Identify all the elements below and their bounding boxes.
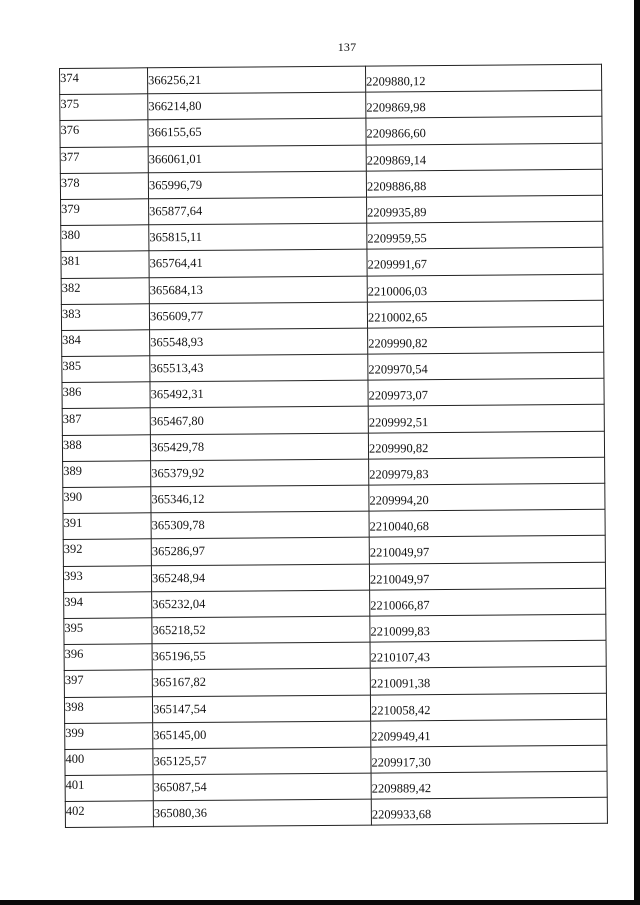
point-number-cell: 388	[62, 431, 150, 458]
point-number-cell: 394	[64, 589, 152, 616]
point-number-cell: 402	[65, 798, 153, 825]
y-coordinate-cell: 2210066,87	[370, 591, 606, 619]
point-number-cell: 380	[61, 222, 149, 249]
point-number-cell: 395	[64, 615, 152, 642]
point-number-cell: 374	[59, 65, 147, 92]
x-coordinate-cell: 366256,21	[148, 66, 366, 94]
point-number-cell: 384	[62, 327, 150, 354]
x-coordinate-cell: 365346,12	[151, 485, 369, 513]
point-number-cell: 396	[64, 641, 152, 668]
point-number-cell: 385	[62, 353, 150, 380]
x-coordinate-cell: 365492,31	[150, 380, 368, 408]
y-coordinate-cell: 2209991,67	[367, 251, 603, 279]
coordinates-table	[59, 64, 608, 829]
x-coordinate-cell: 366214,80	[148, 92, 366, 120]
point-number-cell: 391	[63, 510, 151, 537]
point-number-cell: 378	[60, 170, 148, 197]
x-coordinate-cell: 365196,55	[152, 642, 370, 670]
y-coordinate-cell: 2209992,51	[368, 408, 604, 436]
x-coordinate-cell: 365248,94	[151, 564, 369, 592]
page-number: 137	[337, 40, 357, 54]
point-number-cell: 392	[63, 536, 151, 563]
point-number-cell: 387	[62, 405, 150, 432]
x-coordinate-cell: 365877,64	[149, 197, 367, 225]
x-coordinate-cell: 365080,36	[153, 799, 371, 827]
coordinates-table-body	[60, 64, 608, 828]
y-coordinate-cell: 2209970,54	[368, 355, 604, 383]
x-coordinate-cell: 366061,01	[148, 145, 366, 173]
y-coordinate-cell: 2209949,41	[371, 722, 607, 750]
point-number-cell: 397	[64, 667, 152, 694]
x-coordinate-cell: 365996,79	[148, 171, 366, 199]
y-coordinate-cell: 2209990,82	[368, 434, 604, 462]
x-coordinate-cell: 365609,77	[149, 302, 367, 330]
y-coordinate-cell: 2209869,98	[366, 93, 602, 121]
point-number-cell: 399	[65, 719, 153, 746]
y-coordinate-cell: 2210040,68	[369, 512, 605, 540]
point-number-cell: 381	[61, 248, 149, 275]
y-coordinate-cell: 2209990,82	[368, 329, 604, 357]
x-coordinate-cell: 365379,92	[151, 459, 369, 487]
y-coordinate-cell: 2210099,83	[370, 617, 606, 645]
point-number-cell: 375	[60, 91, 148, 118]
point-number-cell: 383	[61, 300, 149, 327]
point-number-cell: 401	[65, 772, 153, 799]
x-coordinate-cell: 365548,93	[150, 328, 368, 356]
y-coordinate-cell: 2210107,43	[370, 643, 606, 671]
x-coordinate-cell: 365125,57	[153, 747, 371, 775]
x-coordinate-cell: 365167,82	[152, 668, 370, 696]
y-coordinate-cell: 2209889,42	[371, 774, 607, 802]
table-row	[65, 797, 607, 827]
y-coordinate-cell: 2209917,30	[371, 748, 607, 776]
y-coordinate-cell: 2209933,68	[371, 800, 607, 828]
y-coordinate-cell: 2210002,65	[367, 303, 603, 331]
y-coordinate-cell: 2209973,07	[368, 381, 604, 409]
x-coordinate-cell: 365232,04	[152, 590, 370, 618]
y-coordinate-cell: 2209979,83	[369, 460, 605, 488]
point-number-cell: 393	[63, 562, 151, 589]
x-coordinate-cell: 365429,78	[150, 433, 368, 461]
x-coordinate-cell: 366155,65	[148, 118, 366, 146]
y-coordinate-cell: 2210006,03	[367, 277, 603, 305]
y-coordinate-cell: 2209959,55	[367, 224, 603, 252]
scan-bottom-border	[0, 900, 640, 905]
y-coordinate-cell: 2209869,14	[366, 146, 602, 174]
y-coordinate-cell: 2209994,20	[369, 486, 605, 514]
x-coordinate-cell: 365087,54	[153, 773, 371, 801]
x-coordinate-cell: 365145,00	[153, 721, 371, 749]
y-coordinate-cell: 2210058,42	[370, 696, 606, 724]
x-coordinate-cell: 365513,43	[150, 354, 368, 382]
x-coordinate-cell: 365684,13	[149, 276, 367, 304]
point-number-cell: 379	[61, 196, 149, 223]
point-number-cell: 377	[60, 143, 148, 170]
point-number-cell: 389	[63, 458, 151, 485]
x-coordinate-cell: 365764,41	[149, 249, 367, 277]
x-coordinate-cell: 365286,97	[151, 537, 369, 565]
x-coordinate-cell: 365218,52	[152, 616, 370, 644]
y-coordinate-cell: 2209886,88	[366, 172, 602, 200]
point-number-cell: 398	[64, 693, 152, 720]
x-coordinate-cell: 365815,11	[149, 223, 367, 251]
scan-right-border	[634, 0, 640, 905]
point-number-cell: 376	[60, 117, 148, 144]
y-coordinate-cell: 2209935,89	[367, 198, 603, 226]
y-coordinate-cell: 2209866,60	[366, 120, 602, 148]
point-number-cell: 386	[62, 379, 150, 406]
x-coordinate-cell: 365309,78	[151, 511, 369, 539]
point-number-cell: 400	[65, 746, 153, 773]
point-number-cell: 390	[63, 484, 151, 511]
y-coordinate-cell: 2210091,38	[370, 670, 606, 698]
y-coordinate-cell: 2210049,97	[369, 565, 605, 593]
x-coordinate-cell: 365467,80	[150, 407, 368, 435]
y-coordinate-cell: 2209880,12	[366, 67, 602, 95]
point-number-cell: 382	[61, 274, 149, 301]
x-coordinate-cell: 365147,54	[152, 695, 370, 723]
y-coordinate-cell: 2210049,97	[369, 539, 605, 567]
